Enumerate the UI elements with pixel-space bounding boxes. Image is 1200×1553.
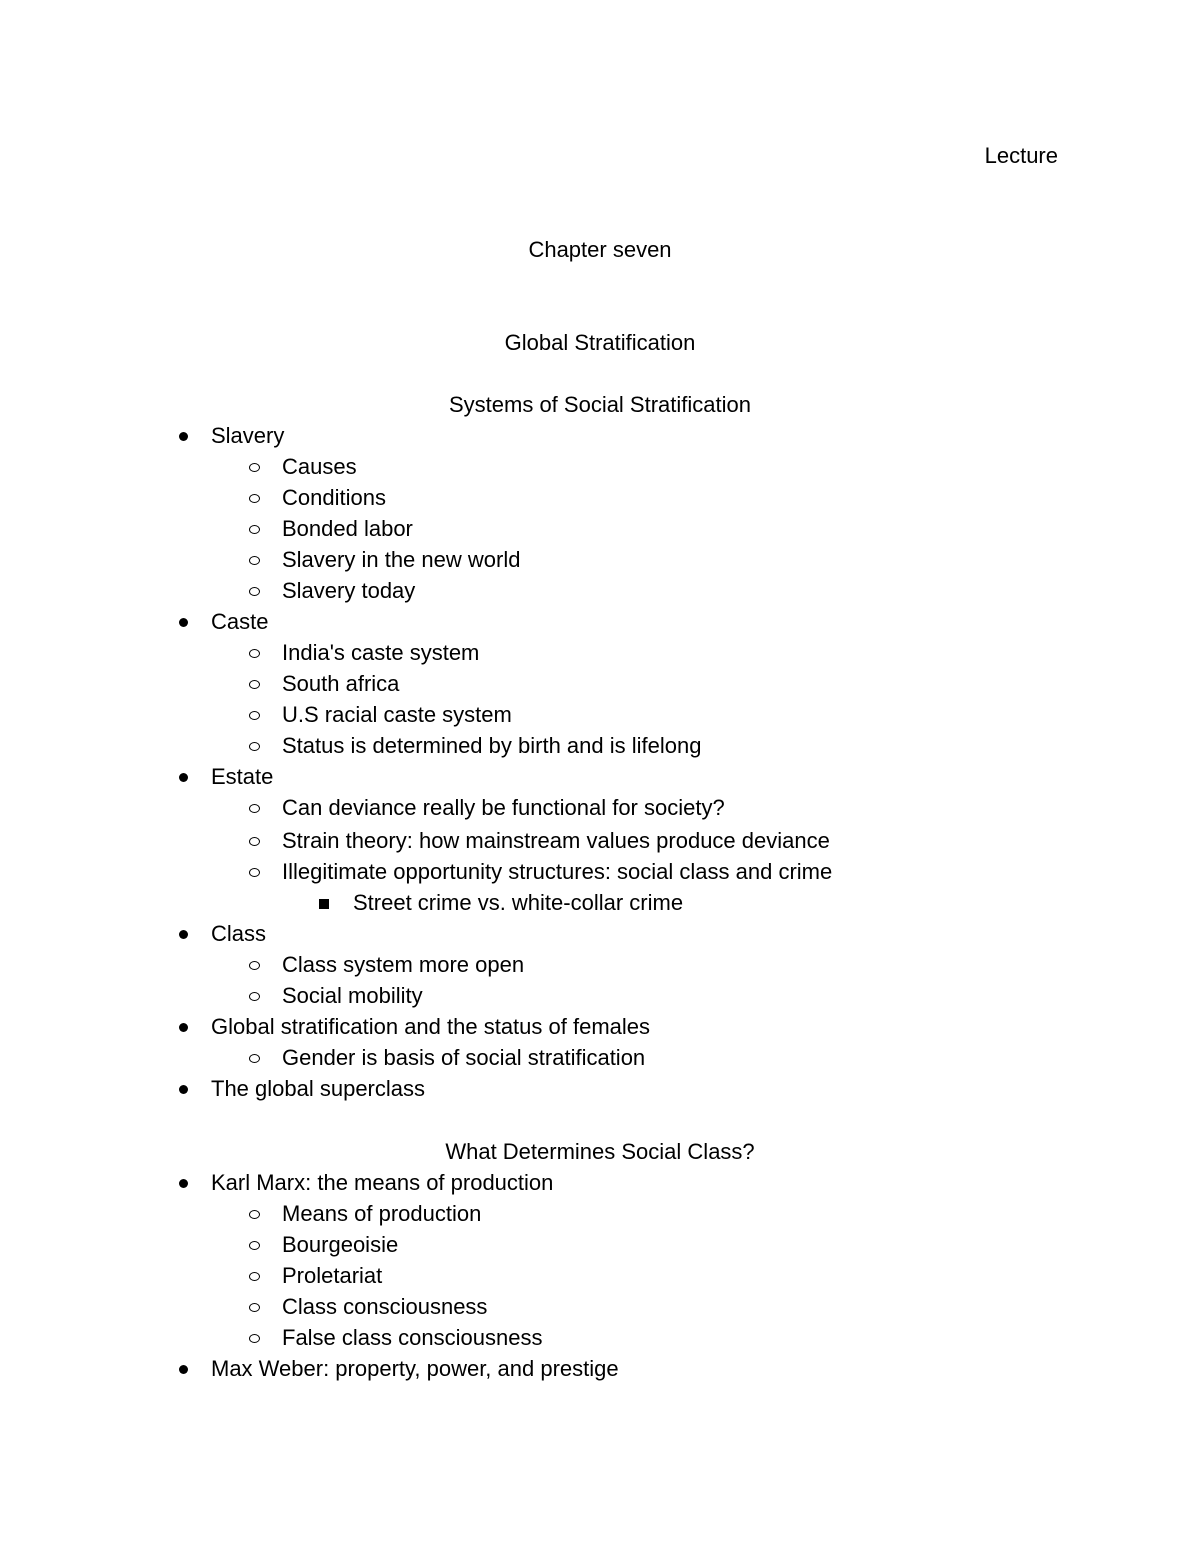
bullet-disc-icon: [179, 1179, 188, 1188]
list-item: Class: [211, 921, 267, 946]
bullet-disc-icon: [179, 1365, 188, 1374]
bullet-circle-icon: [249, 1054, 260, 1063]
bullet-circle-icon: [249, 868, 260, 877]
list-item: Conditions: [282, 485, 386, 510]
bullet-square-icon: [319, 899, 329, 909]
list-item: Illegitimate opportunity structures: social class and crime: [282, 859, 833, 884]
list-item: The global superclass: [211, 1076, 426, 1101]
bullet-circle-icon: [249, 804, 260, 813]
list-item: Causes: [282, 454, 357, 479]
bullet-circle-icon: [249, 742, 260, 751]
list-item: Street crime vs. white-collar crime: [353, 890, 684, 915]
bullet-disc-icon: [179, 773, 188, 782]
list-item: Class consciousness: [282, 1294, 488, 1319]
section-heading-social-class: What Determines Social Class?: [445, 1139, 755, 1164]
list-item: Bonded labor: [282, 516, 413, 541]
bullet-circle-icon: [249, 1241, 260, 1250]
bullet-disc-icon: [179, 432, 188, 441]
list-item: Class system more open: [282, 952, 525, 977]
list-item: Slavery in the new world: [282, 547, 521, 572]
bullet-disc-icon: [179, 1085, 188, 1094]
list-item: Means of production: [282, 1201, 482, 1226]
bullet-circle-icon: [249, 961, 260, 970]
bullet-circle-icon: [249, 992, 260, 1001]
list-item: Slavery: [211, 423, 285, 448]
bullet-circle-icon: [249, 587, 260, 596]
bullet-circle-icon: [249, 1303, 260, 1312]
bullet-disc-icon: [179, 1023, 188, 1032]
bullet-circle-icon: [249, 680, 260, 689]
list-item: South africa: [282, 671, 400, 696]
bullet-circle-icon: [249, 1210, 260, 1219]
list-item: Status is determined by birth and is lifelong: [282, 733, 702, 758]
list-item: Slavery today: [282, 578, 416, 603]
bullet-disc-icon: [179, 930, 188, 939]
list-item: Karl Marx: the means of production: [211, 1170, 554, 1195]
lecture-label: Lecture: [984, 143, 1058, 168]
bullet-circle-icon: [249, 649, 260, 658]
bullet-circle-icon: [249, 556, 260, 565]
list-item: Caste: [211, 609, 269, 634]
list-item: Can deviance really be functional for society?: [282, 795, 725, 820]
list-item: Bourgeoisie: [282, 1232, 399, 1257]
page-title: Global Stratification: [504, 330, 696, 355]
list-item: U.S racial caste system: [282, 702, 512, 727]
list-item: India's caste system: [282, 640, 480, 665]
bullet-circle-icon: [249, 837, 260, 846]
list-item: Social mobility: [282, 983, 423, 1008]
bullet-circle-icon: [249, 463, 260, 472]
list-item: Max Weber: property, power, and prestige: [211, 1356, 619, 1381]
bullet-circle-icon: [249, 525, 260, 534]
bullet-circle-icon: [249, 711, 260, 720]
list-item: False class consciousness: [282, 1325, 543, 1350]
bullet-disc-icon: [179, 618, 188, 627]
chapter-heading: Chapter seven: [528, 237, 672, 262]
bullet-circle-icon: [249, 1272, 260, 1281]
list-item: Strain theory: how mainstream values produce deviance: [282, 828, 830, 853]
list-item: Global stratification and the status of females: [211, 1014, 651, 1039]
bullet-circle-icon: [249, 1334, 260, 1343]
list-item: Estate: [211, 764, 274, 789]
list-item: Proletariat: [282, 1263, 383, 1288]
list-item: Gender is basis of social stratification: [282, 1045, 646, 1070]
section-heading-systems: Systems of Social Stratification: [448, 392, 751, 417]
bullet-circle-icon: [249, 494, 260, 503]
